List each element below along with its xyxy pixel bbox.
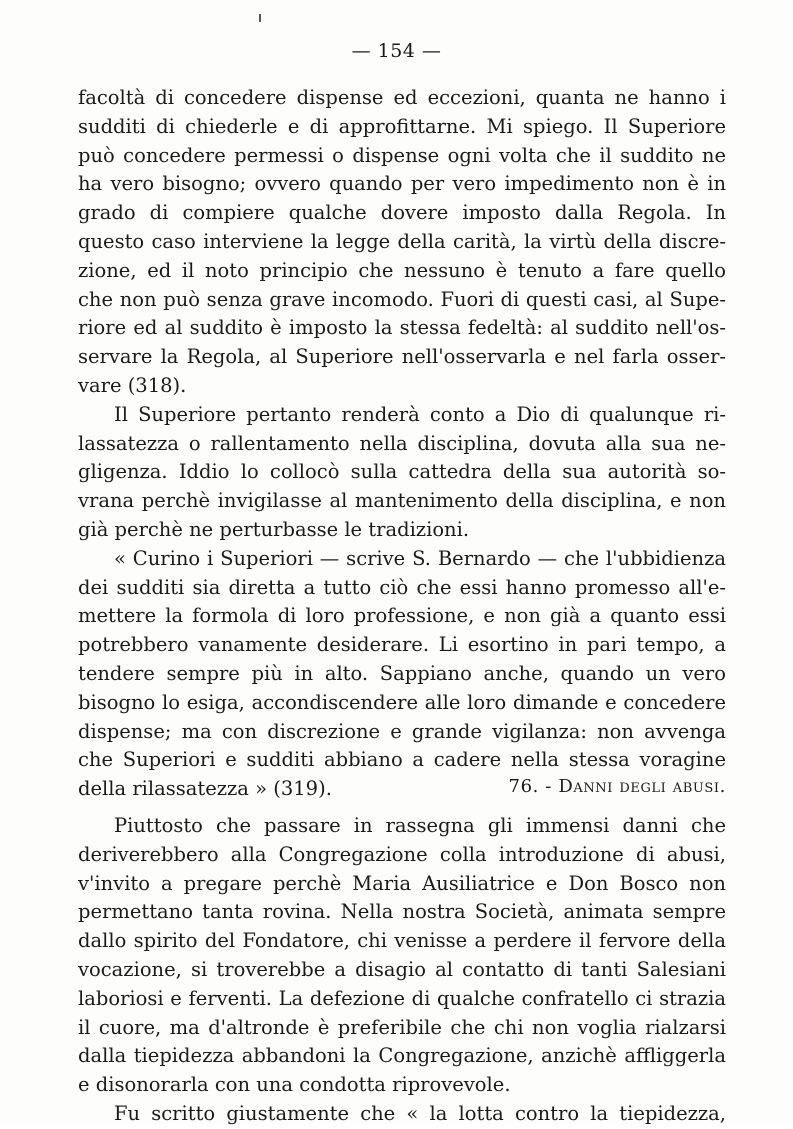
page-number: — 154 — — [351, 40, 442, 62]
text-line: lassatezza o rallentamento nella disciplina, dovuta alla sua ne- — [78, 431, 726, 455]
text-line: che Superiori e sudditi abbiano a cadere nella stessa voragine — [78, 748, 726, 772]
text-line: ha vero bisogno; ovvero quando per vero impedimento non è in — [78, 172, 726, 196]
text-line: che non può senza grave incomodo. Fuori di questi casi, al Supe- — [78, 287, 726, 311]
text-line: permettano tanta rovina. Nella nostra Società, animata sempre — [78, 900, 726, 924]
text-line: il cuore, ma d'altronde è preferibile che chi non voglia rialzarsi — [78, 1015, 726, 1039]
text-line: grado di compiere qualche dovere imposto dalla Regola. In — [78, 201, 726, 225]
text-line: dalla tiepidezza abbandoni la Congregazione, anzichè affliggerla — [78, 1044, 726, 1068]
text-line: può concedere permessi o dispense ogni volta che il suddito ne — [78, 143, 726, 167]
text-line: v'invito a pregare perchè Maria Ausiliatrice e Don Bosco non — [78, 871, 726, 895]
text-line: laboriosi e ferventi. La defezione di qualche confratello ci strazia — [78, 986, 726, 1010]
text-line: questo caso interviene la legge della carità, la virtù della discre- — [78, 229, 726, 253]
paragraph-start-line: Fu scritto giustamente che « la lotta contro la tiepidezza, — [114, 1101, 726, 1125]
text-line: vocazione, si troverebbe a disagio al contatto di tanti Salesiani — [78, 957, 726, 981]
scan-speck — [259, 14, 261, 22]
text-line: dei sudditi sia diretta a tutto ciò che essi hanno promesso all'e- — [78, 575, 726, 599]
text-line: servare la Regola, al Superiore nell'osservarla e nel farla osser- — [78, 345, 726, 369]
text-line: della rilassatezza » (319). — [78, 777, 332, 801]
text-line: bisogno lo esiga, accondiscendere alle loro dimande e concedere — [78, 690, 726, 714]
text-line: deriverebbero alla Congregazione colla introduzione di abusi, — [78, 842, 726, 866]
paragraph-start-line: Piuttosto che passare in rassegna gli immensi danni che — [114, 814, 726, 837]
text-line: e disonorarla con una condotta riprovevole. — [78, 1073, 511, 1097]
text-line: già perchè ne perturbasse le tradizioni. — [78, 517, 470, 541]
text-line: gligenza. Iddio lo collocò sulla cattedra della sua autorità so- — [78, 460, 726, 484]
text-line: vrana perchè invigilasse al mantenimento della disciplina, e non — [78, 489, 726, 513]
text-line: facoltà di concedere dispense ed eccezioni, quanta ne hanno i — [78, 86, 726, 109]
text-line: riore ed al suddito è imposto la stessa fedeltà: al suddito nell'os- — [78, 316, 726, 340]
text-line: sudditi di chiederle e di approfittarne. Mi spiego. Il Superiore — [78, 114, 726, 138]
section-heading — [0, 776, 726, 797]
text-line: tendere sempre più in alto. Sappiano anche, quando un vero — [78, 661, 726, 685]
text-line: potrebbero vanamente desiderare. Li esortino in pari tempo, a — [78, 633, 726, 657]
paragraph-start-line: Il Superiore pertanto renderà conto a Dio di qualunque ri- — [114, 402, 726, 426]
section-number: 76. - — [508, 776, 552, 797]
text-block-lower — [78, 812, 726, 1129]
section-title: Danni degli abusi. — [558, 776, 726, 797]
paragraph-start-line: « Curino i Superiori — scrive S. Bernardo — che l'ubbidienza — [114, 546, 726, 570]
text-block-upper — [78, 84, 726, 804]
text-line: dallo spirito del Fondatore, chi venisse a perdere il fervore della — [78, 929, 726, 953]
text-line: mettere la formola di loro professione, e non già a quanto essi — [78, 604, 726, 628]
text-line: dispense; ma con discrezione e grande vigilanza: non avvenga — [78, 719, 726, 743]
text-line: zione, ed il noto principio che nessuno è tenuto a fare quello — [78, 258, 726, 282]
text-line: vare (318). — [78, 373, 187, 397]
